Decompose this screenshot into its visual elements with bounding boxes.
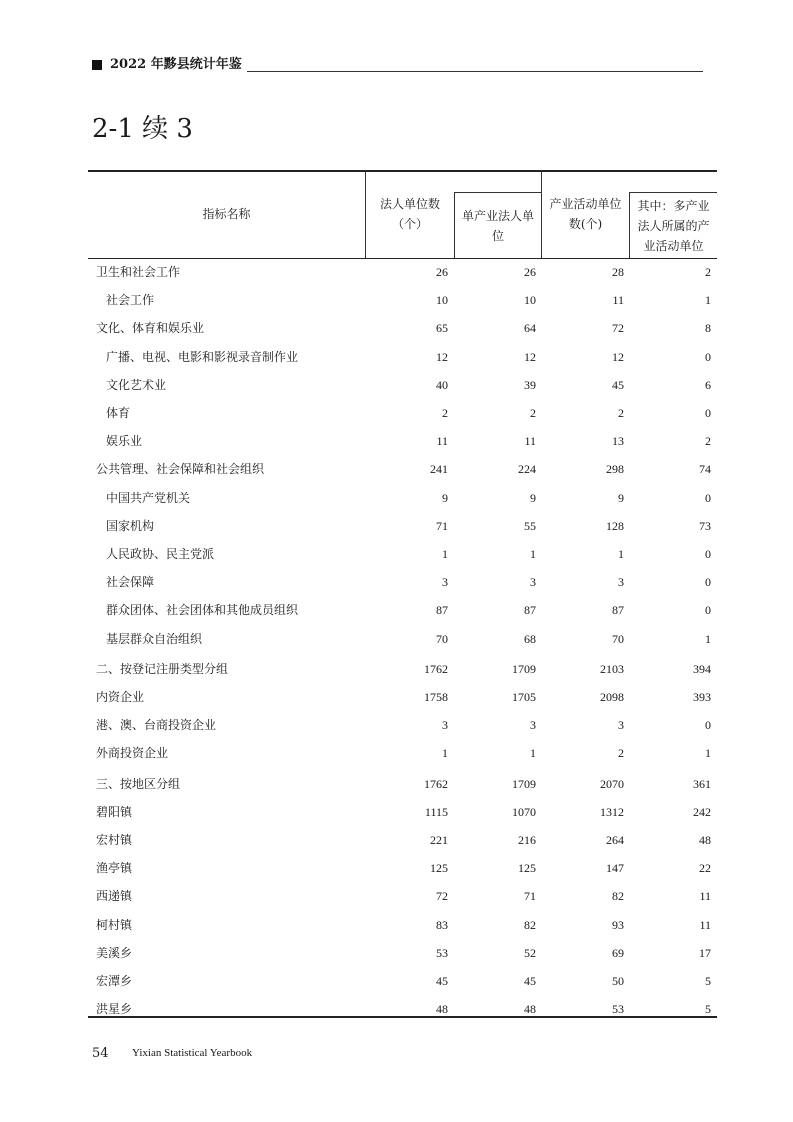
- row-label: 公共管理、社会保障和社会组织: [96, 462, 265, 477]
- row-label: 体育: [106, 406, 131, 420]
- row-value: 3: [442, 718, 448, 733]
- table-row: [88, 262, 717, 282]
- row-value: 298: [606, 462, 624, 477]
- row-label: 文化、体育和娱乐业: [96, 321, 205, 336]
- table-row: [88, 886, 717, 906]
- row-value: 0: [705, 718, 711, 733]
- row-value: 40: [436, 377, 448, 392]
- row-label: 卫生和社会工作: [96, 265, 181, 279]
- table-row: [88, 347, 717, 367]
- table-row: [88, 774, 717, 794]
- table-row: [88, 943, 717, 963]
- row-value: 1709: [512, 661, 536, 676]
- row-value: 216: [518, 833, 536, 847]
- row-value: 1762: [424, 776, 448, 791]
- row-label: 社会工作: [106, 293, 155, 308]
- table-row: [88, 830, 717, 850]
- row-label: 美溪乡: [96, 945, 133, 960]
- row-value: 3: [530, 575, 536, 590]
- row-value: 11: [524, 434, 536, 449]
- row-label: 群众团体、社会团体和其他成员组织: [106, 603, 299, 618]
- header-indicator-name: 指标名称: [202, 207, 251, 221]
- page-number: 54: [92, 1046, 109, 1061]
- row-value: 26: [524, 265, 536, 279]
- table-row: [88, 403, 717, 423]
- row-value: 82: [612, 889, 624, 904]
- row-value: 2: [705, 434, 711, 449]
- row-label: 港、澳、台商投资企业: [96, 718, 217, 733]
- row-value: 0: [705, 547, 711, 561]
- running-head: [92, 57, 703, 75]
- row-value: 394: [693, 661, 711, 676]
- running-head-rule: [247, 71, 703, 72]
- table-row: [88, 743, 717, 763]
- row-label: 柯村镇: [96, 917, 133, 932]
- row-label: 内资企业: [96, 690, 145, 704]
- row-value: 2103: [600, 661, 624, 676]
- row-value: 39: [524, 377, 536, 392]
- row-value: 1: [618, 547, 624, 561]
- row-value: 128: [606, 518, 624, 533]
- table-row: [88, 915, 717, 935]
- row-label: 广播、电视、电影和影视录音制作业: [106, 349, 299, 364]
- table-row: [88, 459, 717, 479]
- row-label: 三、按地区分组: [96, 776, 181, 791]
- row-value: 3: [530, 718, 536, 733]
- row-value: 10: [436, 293, 448, 308]
- row-value: 52: [524, 945, 536, 960]
- table-row: [88, 318, 717, 338]
- row-value: 361: [693, 776, 711, 791]
- row-value: 11: [699, 889, 711, 904]
- row-value: 83: [436, 917, 448, 932]
- row-value: 9: [618, 490, 624, 505]
- row-value: 93: [612, 917, 624, 932]
- row-value: 1: [705, 293, 711, 308]
- row-value: 1312: [600, 804, 624, 819]
- row-value: 13: [612, 434, 624, 449]
- table-row: [88, 802, 717, 822]
- row-value: 1762: [424, 661, 448, 676]
- row-value: 0: [705, 349, 711, 364]
- row-value: 55: [524, 518, 536, 533]
- row-value: 53: [436, 945, 448, 960]
- row-value: 87: [612, 603, 624, 618]
- row-label: 中国共产党机关: [106, 490, 191, 505]
- row-value: 1705: [512, 690, 536, 704]
- row-label: 人民政协、民主党派: [106, 547, 215, 561]
- row-value: 221: [430, 833, 448, 847]
- table-row: [88, 858, 717, 878]
- row-value: 12: [524, 349, 536, 364]
- row-value: 147: [606, 861, 624, 876]
- row-label: 娱乐业: [106, 434, 143, 449]
- header-legal-units: 法人单位数 （个）: [379, 197, 440, 231]
- book-title: Yixian Statistical Yearbook: [132, 1047, 253, 1059]
- row-value: 5: [705, 1002, 711, 1017]
- row-value: 73: [699, 518, 711, 533]
- row-value: 12: [436, 349, 448, 364]
- row-value: 64: [524, 321, 536, 336]
- header-bottom-rule: [88, 258, 717, 259]
- row-label: 宏潭乡: [96, 974, 133, 988]
- row-value: 87: [524, 603, 536, 618]
- row-value: 53: [612, 1002, 624, 1017]
- row-value: 22: [699, 861, 711, 876]
- row-label: 渔亭镇: [96, 861, 133, 876]
- row-value: 3: [618, 718, 624, 733]
- row-value: 1: [442, 547, 448, 561]
- table-row: [88, 431, 717, 451]
- row-label: 社会保障: [106, 575, 155, 590]
- row-value: 65: [436, 321, 448, 336]
- row-value: 71: [524, 889, 536, 904]
- row-value: 241: [430, 462, 448, 477]
- row-value: 17: [699, 945, 711, 960]
- row-value: 11: [436, 434, 448, 449]
- row-value: 50: [612, 974, 624, 988]
- row-label: 洪星乡: [96, 1002, 133, 1017]
- row-value: 393: [693, 690, 711, 704]
- table-row: [88, 629, 717, 649]
- row-label: 宏村镇: [96, 833, 133, 847]
- row-value: 70: [436, 631, 448, 646]
- row-value: 74: [699, 462, 711, 477]
- row-value: 10: [524, 293, 536, 308]
- row-label: 碧阳镇: [96, 804, 133, 819]
- row-value: 1115: [424, 804, 448, 819]
- row-value: 82: [524, 917, 536, 932]
- row-label: 文化艺术业: [106, 377, 167, 392]
- row-value: 1: [530, 746, 536, 761]
- row-value: 1709: [512, 776, 536, 791]
- row-value: 2: [442, 406, 448, 420]
- row-value: 1: [705, 746, 711, 761]
- row-value: 1: [530, 547, 536, 561]
- row-value: 11: [612, 293, 624, 308]
- row-value: 1: [705, 631, 711, 646]
- row-value: 242: [693, 804, 711, 819]
- row-value: 0: [705, 575, 711, 590]
- row-value: 2070: [600, 776, 624, 791]
- table-row: [88, 971, 717, 991]
- header-single-industry: 单产业法人单 位: [461, 209, 534, 243]
- row-value: 68: [524, 631, 536, 646]
- running-head-title: 2022 年黟县统计年鉴: [110, 57, 242, 72]
- row-value: 45: [612, 377, 624, 392]
- row-value: 3: [618, 575, 624, 590]
- table-row: [88, 572, 717, 592]
- row-value: 26: [436, 265, 448, 279]
- table-row: [88, 659, 717, 679]
- header-multi-industry: 其中：多产业 法人所属的产 业活动单位: [637, 199, 710, 253]
- row-value: 45: [436, 974, 448, 988]
- subheader-rule: [454, 192, 542, 193]
- table-top-rule: [88, 170, 717, 172]
- row-label: 国家机构: [106, 518, 155, 533]
- row-value: 11: [699, 917, 711, 932]
- row-value: 6: [705, 377, 711, 392]
- row-value: 2: [618, 746, 624, 761]
- row-value: 70: [612, 631, 624, 646]
- row-value: 72: [612, 321, 624, 336]
- table-title: 2-1 续 3: [92, 114, 193, 144]
- row-value: 48: [436, 1002, 448, 1017]
- row-value: 125: [430, 861, 448, 876]
- row-value: 9: [442, 490, 448, 505]
- row-value: 1: [442, 746, 448, 761]
- row-label: 基层群众自治组织: [106, 631, 203, 646]
- table-row: [88, 715, 717, 735]
- table-bottom-rule: [88, 1016, 717, 1018]
- row-value: 0: [705, 490, 711, 505]
- row-value: 0: [705, 603, 711, 618]
- row-value: 71: [436, 518, 448, 533]
- row-value: 2: [705, 265, 711, 279]
- table-row: [88, 290, 717, 310]
- row-value: 3: [442, 575, 448, 590]
- header-activity-units: 产业活动单位 数(个): [549, 197, 622, 231]
- row-value: 2098: [600, 690, 624, 704]
- row-value: 28: [612, 265, 624, 279]
- table-row: [88, 488, 717, 508]
- row-label: 外商投资企业: [96, 746, 169, 761]
- row-value: 12: [612, 349, 624, 364]
- subheader-rule: [629, 192, 717, 193]
- table-row: [88, 516, 717, 536]
- row-value: 264: [606, 833, 624, 847]
- row-label: 二、按登记注册类型分组: [96, 661, 229, 676]
- row-value: 45: [524, 974, 536, 988]
- row-value: 9: [530, 490, 536, 505]
- square-bullet-icon: [92, 60, 102, 70]
- row-value: 125: [518, 861, 536, 876]
- table-row: [88, 544, 717, 564]
- row-value: 48: [699, 833, 711, 847]
- row-value: 224: [518, 462, 536, 477]
- row-value: 72: [436, 889, 448, 904]
- table-row: [88, 600, 717, 620]
- row-value: 87: [436, 603, 448, 618]
- row-value: 8: [705, 321, 711, 336]
- row-value: 0: [705, 406, 711, 420]
- row-value: 2: [618, 406, 624, 420]
- table-row: [88, 375, 717, 395]
- row-value: 5: [705, 974, 711, 988]
- row-value: 48: [524, 1002, 536, 1017]
- row-label: 西递镇: [96, 889, 133, 904]
- row-value: 2: [530, 406, 536, 420]
- row-value: 1070: [512, 804, 536, 819]
- table-row: [88, 687, 717, 707]
- row-value: 1758: [424, 690, 448, 704]
- row-value: 69: [612, 945, 624, 960]
